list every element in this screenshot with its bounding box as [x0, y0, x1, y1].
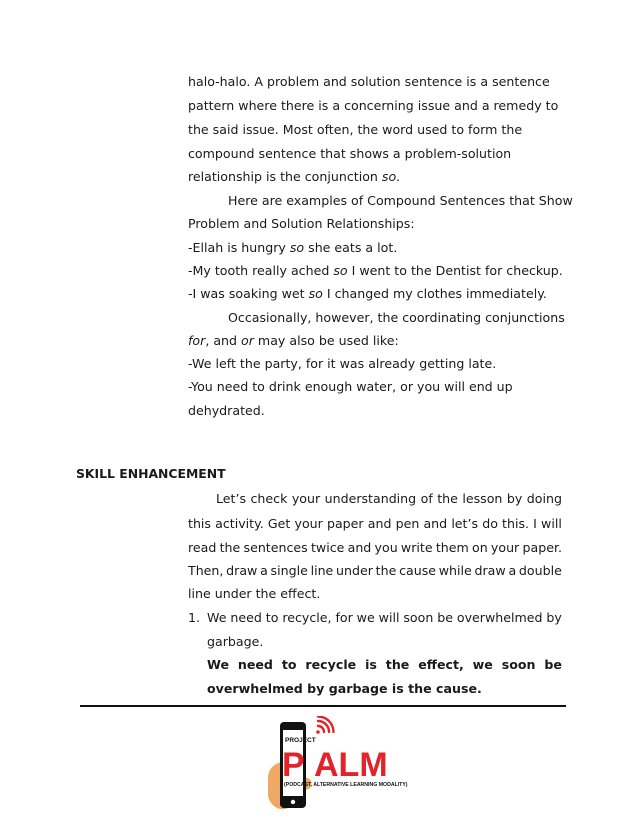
conjunction-word: so: [308, 286, 323, 301]
body-line: the said issue. Most often, the word used to form the: [188, 122, 523, 137]
word: doing: [526, 491, 562, 506]
example-line: -We left the party, for it was already getting late.: [188, 356, 497, 371]
word: cause: [399, 563, 437, 578]
section-heading: SKILL ENHANCEMENT: [76, 466, 226, 481]
word: will: [541, 516, 562, 531]
answer-text: [207, 657, 562, 673]
word: twice: [310, 540, 345, 555]
text-run: I changed my clothes immediately.: [322, 286, 547, 301]
word: of: [420, 491, 433, 506]
word: the: [385, 657, 410, 672]
word: Then,: [188, 563, 224, 578]
footer-divider: [80, 705, 566, 707]
word: by: [546, 610, 562, 625]
example-line: [188, 263, 563, 279]
word: pen: [395, 516, 420, 531]
word: soon: [501, 657, 536, 672]
justified-line: [188, 563, 562, 579]
conjunction-word: or: [241, 333, 254, 348]
word: the: [437, 491, 458, 506]
item-number: 1.: [188, 610, 201, 625]
word: We: [207, 657, 229, 672]
signal-icon: [316, 717, 333, 734]
word: be: [544, 657, 562, 672]
word: activity.: [215, 516, 264, 531]
word: single: [270, 563, 308, 578]
item-text-cont: garbage.: [207, 634, 264, 649]
word: is: [365, 657, 377, 672]
answer-text-cont: overwhelmed by garbage is the cause.: [207, 681, 482, 696]
word: effect,: [418, 657, 464, 672]
logo-alm-letters: ALM: [314, 746, 388, 784]
word: this: [188, 516, 211, 531]
body-line: Problem and Solution Relationships:: [188, 216, 415, 231]
word: and: [367, 516, 392, 531]
body-line: compound sentence that shows a problem-solution: [188, 146, 512, 161]
conjunction-word: so: [381, 169, 397, 184]
word: let’s: [451, 516, 479, 531]
example-line: dehydrated.: [188, 403, 265, 418]
justified-line: [216, 491, 562, 507]
word: paper.: [522, 540, 562, 555]
text-run: relationship is the conjunction: [188, 169, 382, 184]
word: Get: [267, 516, 291, 531]
word: recycle: [305, 657, 357, 672]
body-line: Here are examples of Compound Sentences that Show: [228, 193, 573, 208]
word: the: [375, 563, 397, 578]
text-run: , and: [205, 333, 242, 348]
justified-line: [188, 516, 562, 532]
conjunction-word: so: [333, 263, 348, 278]
word: under: [336, 563, 373, 578]
word: Let’s: [216, 491, 247, 506]
body-line: [188, 169, 400, 185]
word: by: [506, 491, 523, 506]
word: your: [291, 491, 321, 506]
word: your: [490, 540, 520, 555]
body-line: [188, 333, 399, 349]
word: draw: [226, 563, 258, 578]
body-line: line under the effect.: [188, 586, 321, 601]
word: double: [518, 563, 562, 578]
logo-project-text: PROJECT: [285, 737, 316, 744]
word: to: [281, 657, 297, 672]
word: soon: [403, 610, 434, 625]
body-line: pattern where there is a concerning issue and a remedy to: [188, 98, 559, 113]
word: write: [400, 540, 433, 555]
word: we: [356, 610, 375, 625]
word: this.: [502, 516, 530, 531]
text-run: .: [396, 169, 401, 184]
body-line: Occasionally, however, the coordinating conjunctions: [228, 310, 565, 325]
word: line: [310, 563, 334, 578]
text-run: she eats a lot.: [304, 240, 398, 255]
word: read: [188, 540, 217, 555]
body-line: halo-halo. A problem and solution sentence is a sentence: [188, 74, 550, 89]
word: understanding: [324, 491, 417, 506]
text-run: -Ellah is hungry: [188, 240, 290, 255]
word: we: [472, 657, 493, 672]
word: sentences: [243, 540, 308, 555]
logo-tagline: (PODCAST, ALTERNATIVE LEARNING MODALITY): [284, 782, 408, 788]
text-run: may also be used like:: [253, 333, 399, 348]
conjunction-word: so: [289, 240, 305, 255]
item-text: [207, 610, 562, 626]
word: your: [294, 516, 323, 531]
text-run: -My tooth really ached: [188, 263, 334, 278]
word: lesson: [462, 491, 503, 506]
word: for: [335, 610, 353, 625]
word: need: [230, 610, 262, 625]
word: We: [207, 610, 227, 625]
word: the: [219, 540, 241, 555]
word: while: [438, 563, 472, 578]
word: draw: [474, 563, 506, 578]
example-line: -You need to drink enough water, or you will end up: [188, 379, 513, 394]
example-line: [188, 286, 547, 302]
word: you: [374, 540, 398, 555]
phone-button: [291, 800, 295, 804]
word: a: [260, 563, 268, 578]
conjunction-word: for: [188, 333, 206, 348]
word: on: [472, 540, 488, 555]
logo-p-letter: P: [282, 746, 305, 784]
word: I: [533, 516, 537, 531]
word: and: [347, 540, 372, 555]
word: to: [265, 610, 279, 625]
word: a: [508, 563, 517, 578]
word: need: [237, 657, 273, 672]
word: paper: [326, 516, 364, 531]
text-run: I went to the Dentist for checkup.: [347, 263, 563, 278]
word: will: [378, 610, 400, 625]
word: be: [437, 610, 453, 625]
project-palm-logo: [262, 716, 412, 816]
word: check: [250, 491, 288, 506]
example-line: [188, 240, 397, 256]
word: and: [423, 516, 448, 531]
word: recycle,: [282, 610, 332, 625]
word: them: [435, 540, 469, 555]
word: overwhelmed: [456, 610, 543, 625]
word: do: [482, 516, 498, 531]
text-run: -I was soaking wet: [188, 286, 309, 301]
justified-line: [188, 540, 562, 556]
